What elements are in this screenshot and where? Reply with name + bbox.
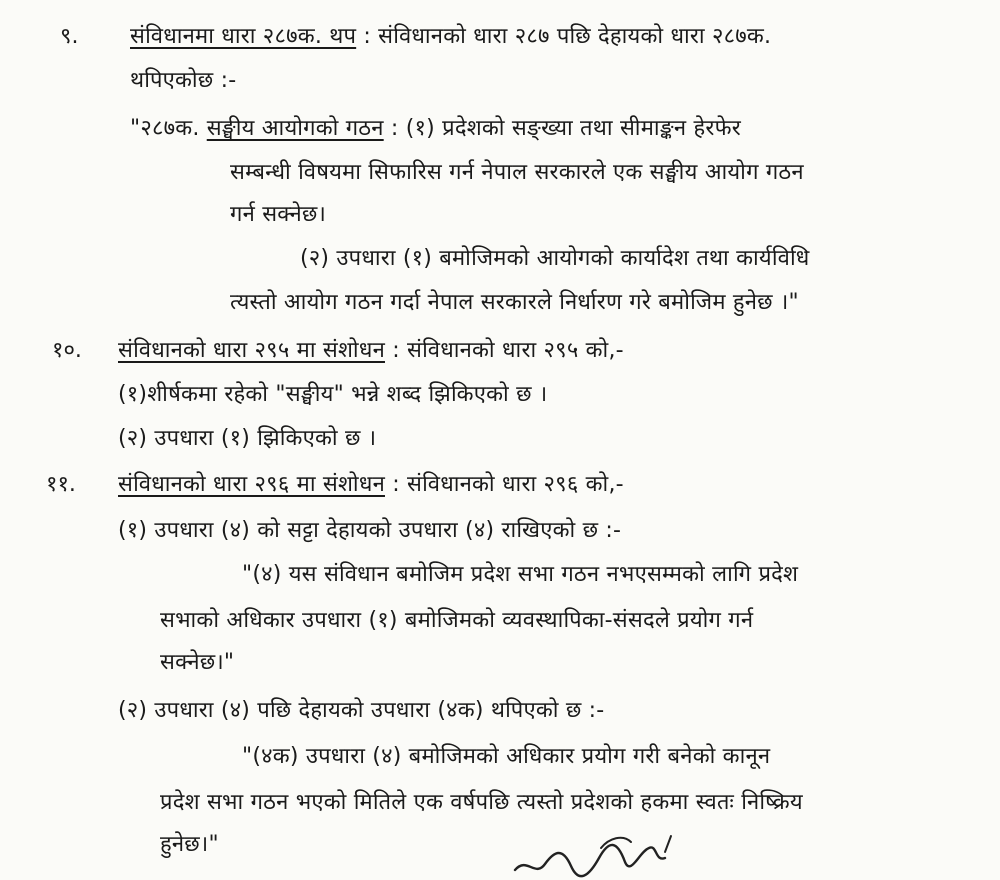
quote-text: हुनेछ।" <box>160 832 219 857</box>
clause-label: "२८७क. <box>130 116 200 141</box>
clause-text: : (१) प्रदेशको सङ्ख्या तथा सीमाङ्कन हेरफेर <box>390 116 741 141</box>
quote-text: सभाको अधिकार उपधारा (१) बमोजिमको व्यवस्थापिका-संसदले प्रयोग गर्न <box>160 608 754 633</box>
section-number: ११. <box>46 472 76 497</box>
section-intro: : संविधानको धारा २९५ को,- <box>392 338 624 363</box>
clause-text: गर्न सक्नेछ। <box>230 202 327 227</box>
section-intro: : संविधानको धारा २९६ को,- <box>392 472 624 497</box>
quote-text: "(४) यस संविधान बमोजिम प्रदेश सभा गठन नभएसम्मको लागि प्रदेश <box>242 562 799 587</box>
list-item: (२) उपधारा (१) झिकिएको छ । <box>118 426 377 451</box>
section-heading: संविधानको धारा २९५ मा संशोधन <box>118 338 385 363</box>
section-line <box>130 22 771 52</box>
signature-scribble <box>505 818 705 880</box>
clause-text: सम्बन्धी विषयमा सिफारिस गर्न नेपाल सरकारले एक सङ्घीय आयोग गठन <box>230 160 804 185</box>
section-intro-continued: थपिएकोछ :- <box>130 68 237 93</box>
section-number: ९. <box>60 24 79 49</box>
list-item: (१) उपधारा (४) को सट्टा देहायको उपधारा (४) राखिएको छ :- <box>118 518 622 543</box>
quoted-clause-line <box>130 114 741 144</box>
quote-text: "(४क) उपधारा (४) बमोजिमको अधिकार प्रयोग गरी बनेको कानून <box>242 744 771 769</box>
section-line <box>118 336 624 366</box>
section-intro: : संविधानको धारा २८७ पछि देहायको धारा २८७क. <box>363 24 772 49</box>
quote-text: प्रदेश सभा गठन भएको मितिले एक वर्षपछि त्यस्तो प्रदेशको हकमा स्वतः निष्क्रिय <box>160 790 803 815</box>
section-heading: संविधानको धारा २९६ मा संशोधन <box>118 472 385 497</box>
quote-text: सक्नेछ।" <box>160 650 235 675</box>
list-item: (२) उपधारा (४) पछि देहायको उपधारा (४क) थपिएको छ :- <box>118 698 605 723</box>
clause-heading: सङ्घीय आयोगको गठन <box>206 116 384 141</box>
section-line <box>118 470 624 500</box>
section-number: १०. <box>52 338 82 363</box>
clause-text: (२) उपधारा (१) बमोजिमको आयोगको कार्यादेश तथा कार्यविधि <box>300 246 810 271</box>
list-item: (१)शीर्षकमा रहेको "सङ्घीय" भन्ने शब्द झिकिएको छ । <box>118 382 548 407</box>
section-heading: संविधानमा धारा २८७क. थप <box>130 24 357 49</box>
clause-text: त्यस्तो आयोग गठन गर्दा नेपाल सरकारले निर्धारण गरे बमोजिम हुनेछ ।" <box>230 290 799 315</box>
